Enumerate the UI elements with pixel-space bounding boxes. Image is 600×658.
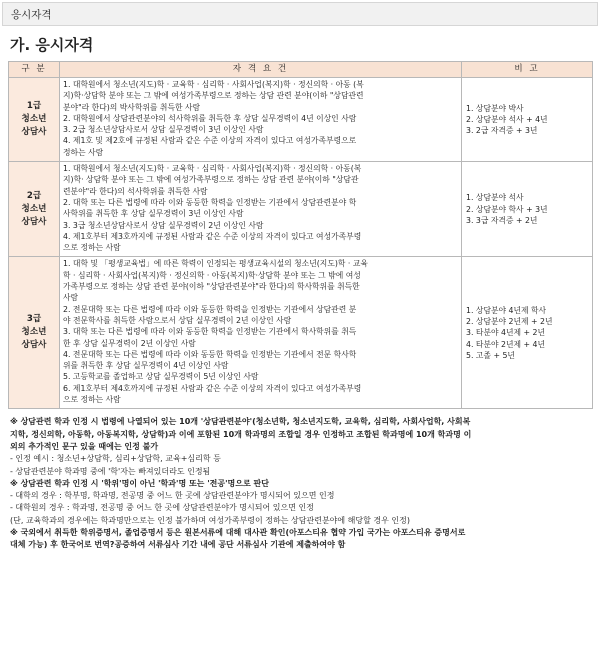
remarks-cell [462, 257, 593, 409]
content-area [0, 34, 600, 552]
table-row [9, 162, 593, 257]
requirement-line: 으로 정하는 사람 [63, 243, 121, 253]
remark-line: 2. 상담분야 석사 + 4년 [466, 114, 548, 124]
footnote-line: ※ 국외에서 취득한 학위증명서, 졸업증명서 등은 원본서류에 대해 대사관 확인(아포스티유 협약 가입 국가는 아포스티유 증명서로 [10, 527, 466, 537]
requirement-line: 위를 취득한 후 상담 실무경력이 4년 이상인 사람 [63, 361, 229, 371]
header-remarks: 비 고 [462, 62, 593, 78]
requirement-line: 한 후 상담 실무경력이 2년 이상인 사람 [63, 338, 196, 348]
grade-cell [9, 78, 60, 162]
requirement-line: 1. 대학 및 「평생교육법」에 따른 학력이 인정되는 평생교육시설의 청소년(지도)학 · 교육 [63, 259, 368, 269]
footnote-line: - 인정 예시 : 청소년+상담학, 심리+상담학, 교육+심리학 등 [10, 454, 221, 464]
qualification-table [8, 61, 593, 409]
grade-label: 청소년 [21, 327, 47, 338]
remark-line: 1. 상담분야 석사 [466, 193, 524, 203]
requirement-line: 사학위를 취득한 후 상담 실무경력이 3년 이상인 사람 [63, 209, 244, 219]
page-header-title: 응시자격 [11, 9, 52, 21]
remark-line: 1. 상담분야 4년제 학사 [466, 305, 547, 315]
requirement-line: 정하는 사람 [63, 147, 104, 157]
grade-label: 상담사 [21, 127, 47, 138]
footnote-line: - 상담관련분야 학과명 중에 '학'자는 빠져있더라도 인정됨 [10, 466, 211, 476]
footnote-line: 대체 가능) 후 한국어로 번역?공증하여 서류심사 기간 내에 공단 서류심사 기관에 제출하여야 함 [10, 540, 346, 550]
requirement-line: 4. 전문대학 또는 다른 법령에 따라 이와 동등한 학력을 인정받는 기관에서 전문 학사학 [63, 349, 357, 359]
header-requirements: 자 격 요 건 [60, 62, 462, 78]
remark-line: 3. 2급 자격증 + 3년 [466, 126, 538, 136]
footnote-line: ※ 상담관련 학과 인정 시 '학위'명이 아닌 '학과'명 또는 '전공'명으로 판단 [10, 478, 269, 488]
remark-line: 4. 타분야 2년제 + 4년 [466, 339, 545, 349]
footnote-line: - 대학의 경우 : 학부명, 학과명, 전공명 중 어느 한 곳에 상담관련분야가 명시되어 있으면 인정 [10, 491, 335, 501]
page-header [2, 2, 598, 26]
grade-label: 1급 [26, 101, 42, 112]
footnote-line: (단, 교육학과의 경우에는 학과명만으로는 인정 불가하며 여성가족부령이 정하는 상담관련분야에 해당할 경우 인정) [10, 515, 410, 525]
remark-line: 3. 타분야 4년제 + 2년 [466, 328, 545, 338]
grade-label: 2급 [26, 190, 42, 201]
requirement-line: 5. 고등학교를 졸업하고 상담 실무경력이 5년 이상인 사람 [63, 372, 259, 382]
requirement-line: 4. 제1호 및 제2호에 규정된 사람과 같은 수준 이상의 자격이 있다고 여성가족부령으로 [63, 136, 357, 146]
requirement-line: 1. 대학원에서 청소년(지도)학 · 교육학 · 심리학 · 사회사업(복지)학 · 정신의학 · 아동(복 [63, 164, 362, 174]
section-title: 가. 응시자격 [10, 36, 94, 54]
requirement-line: 분야"라 한다)의 박사학위를 취득한 사람 [63, 102, 201, 112]
requirement-line: 사람 [63, 293, 79, 303]
requirement-line: 야 전문학사를 취득한 사람으로서 상담 실무경력이 2년 이상인 사람 [63, 315, 292, 325]
table-row [9, 257, 593, 409]
requirements-cell [60, 257, 462, 409]
grade-cell [9, 162, 60, 257]
grade-label: 상담사 [21, 340, 47, 351]
footnote-line: - 대학원의 경우 : 학과명, 전공명 중 어느 한 곳에 상담관련분야가 명시되어 있으면 인정 [10, 503, 314, 513]
remarks-cell [462, 78, 593, 162]
header-category: 구 분 [9, 62, 60, 78]
requirement-line: 학 · 심리학 · 사회사업(복지)학 · 정신의학 · 아동(복지)학·상담학 분야 또는 그 밖에 여성 [63, 270, 361, 280]
table-header-row [9, 62, 593, 78]
requirement-line: 련분야"라 한다)의 석사학위를 취득한 사람 [63, 186, 208, 196]
remark-line: 3. 3급 자격증 + 2년 [466, 215, 538, 225]
requirement-line: 3. 3급 청소년상담사로서 상담 실무경력이 2년 이상인 사람 [63, 220, 264, 230]
footnote-line: 지학, 정신의학, 아동학, 아동복지학, 상담학)과 이에 포함된 10개 학과명의 조합일 경우 인정하고 조합된 학과명에 10개 학과명 이 [10, 429, 472, 439]
requirement-line: 1. 대학원에서 청소년(지도)학 · 교육학 · 심리학 · 사회사업(복지)학 · 정신의학 · 아동 (복 [63, 80, 364, 89]
remark-line: 2. 상담분야 2년제 + 2년 [466, 316, 553, 326]
requirement-line: 2. 대학 또는 다른 법령에 따라 이와 동등한 학력을 인정받는 기관에서 상담관련분야 학 [63, 197, 357, 207]
grade-label: 상담사 [21, 216, 47, 227]
table-row [9, 78, 593, 162]
requirement-line: 지)학·상담학 분야 또는 그 밖에 여성가족부령으로 정하는 상담 관련 분야(이하 "상담관련 [63, 91, 364, 101]
grade-label: 3급 [26, 314, 42, 325]
footnote-line: 외의 추가적인 문구 있을 때에는 인정 불가 [10, 441, 159, 451]
requirements-cell [60, 162, 462, 257]
requirement-line: 지)학· 상담학 분야 또는 그 밖에 여성가족부령으로 정하는 상담 관련 분야(이하 "상담관 [63, 175, 359, 185]
remark-line: 1. 상담분야 박사 [466, 103, 524, 113]
table-body [9, 78, 593, 409]
requirements-cell [60, 78, 462, 162]
requirement-line: 2. 대학원에서 상담관련분야의 석사학위를 취득한 후 상담 실무경력이 4년 이상인 사람 [63, 113, 357, 123]
requirement-line: 으로 정하는 사람 [63, 395, 121, 405]
requirement-line: 2. 전문대학 또는 다른 법령에 따라 이와 동등한 학력을 인정받는 기관에서 상담관련 분 [63, 304, 357, 314]
requirement-line: 6. 제1호부터 제4호까지에 규정된 사람과 같은 수준 이상의 자격이 있다고 여성가족부령 [63, 383, 362, 393]
remark-line: 5. 고졸 + 5년 [466, 350, 515, 360]
requirement-line: 가족부령으로 정하는 상담 관련 분야(이하 "상담관련분야"라 한다)의 학사학위를 취득한 [63, 282, 360, 292]
requirement-line: 4. 제1호부터 제3호까지에 규정된 사람과 같은 수준 이상의 자격이 있다고 여성가족부령 [63, 231, 362, 241]
requirement-line: 3. 2급 청소년상담사로서 상담 실무경력이 3년 이상인 사람 [63, 125, 264, 135]
grade-label: 청소년 [21, 203, 47, 214]
footnotes [8, 416, 596, 551]
grade-label: 청소년 [21, 114, 47, 125]
remark-line: 2. 상담분야 학사 + 3년 [466, 204, 548, 214]
remarks-cell [462, 162, 593, 257]
footnote-line: ※ 상담관련 학과 인정 시 법령에 나열되어 있는 10개 '상담관련분야'(청소년학, 청소년지도학, 교육학, 심리학, 사회사업학, 사회복 [10, 417, 471, 427]
grade-cell [9, 257, 60, 409]
requirement-line: 3. 대학 또는 다른 법령에 따라 이와 동등한 학력을 인정받는 기관에서 학사학위를 취득 [63, 327, 357, 337]
